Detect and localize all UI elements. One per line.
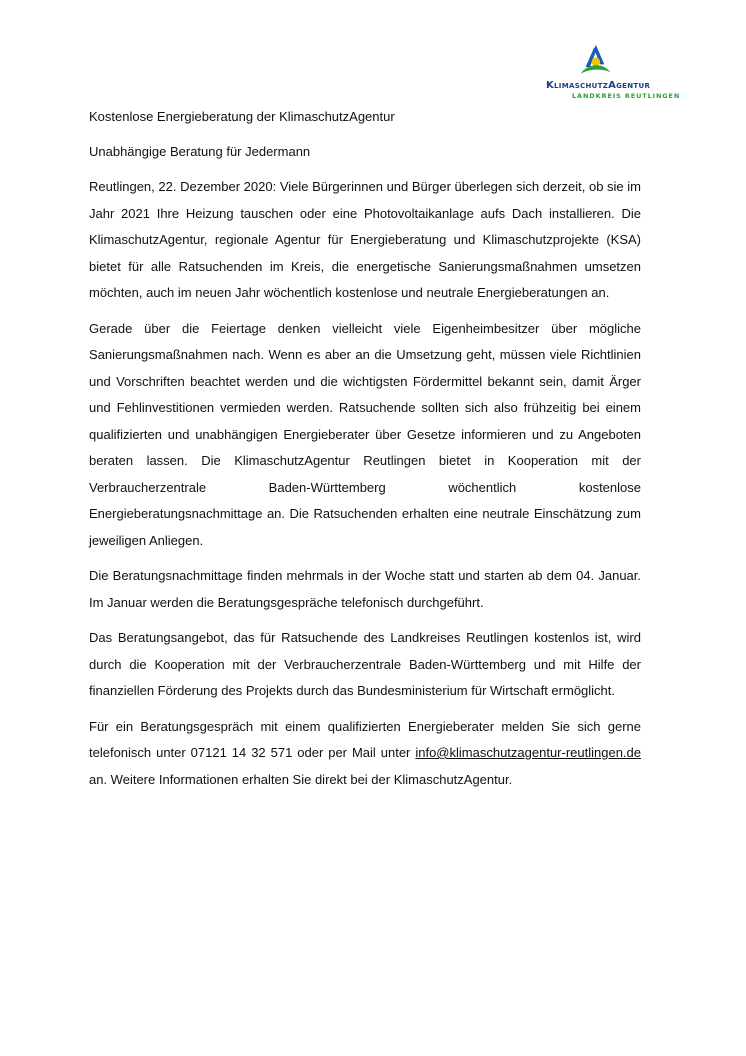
document-subtitle: Unabhängige Beratung für Jedermann bbox=[89, 143, 311, 159]
paragraph-holidays: Gerade über die Feiertage denken vielleicht viele Eigenheimbesitzer über mögliche Sanierungsmaßnahmen nach. Wenn es aber an die Umsetzung geht, müssen viele Richtlinien und Vorschriften beachtet werden und die wichtigsten Fördermittel bekannt sein, damit Ärger und Fehlinvestitionen vermieden werden. Ratsuchende sollten sich also frühzeitig bei einem qualifizierten und unabhängigen Energieberater über Gesetze informieren und zu Angeboten beraten lassen. Die KlimaschutzAgentur Reutlingen bietet in Kooperation mit der Verbraucherzentrale Baden-Württemberg wöchentlich kostenlose Energieberatungsnachmittage an. Die Ratsuchenden erhalten eine neutrale Einschätzung zum jeweiligen Anliegen. bbox=[89, 320, 641, 548]
paragraph-schedule: Die Beratungsnachmittage finden mehrmals in der Woche statt und starten ab dem 04. Januar. Im Januar werden die Beratungsgespräche telefonisch durchgeführt. bbox=[89, 568, 641, 610]
logo-mark-icon bbox=[578, 44, 612, 78]
press-release-body bbox=[89, 104, 641, 802]
email-link[interactable]: info@klimaschutzagentur-reutlingen.de bbox=[415, 745, 641, 760]
klimaschutzagentur-logo bbox=[532, 44, 681, 102]
paragraph-contact bbox=[89, 714, 641, 794]
logo-subtitle: LANDKREIS REUTLINGEN bbox=[572, 92, 681, 100]
contact-text-before: Für ein Beratungsgespräch mit einem qualifizierten Energieberater melden Sie sich gerne telefonisch unter 07121 14 32 571 oder per Mail unter bbox=[89, 718, 641, 760]
logo-title: KlimaschutzAgentur bbox=[546, 80, 651, 91]
document-title: Kostenlose Energieberatung der KlimaschutzAgentur bbox=[89, 109, 395, 124]
paragraph-intro: Reutlingen, 22. Dezember 2020: Viele Bürgerinnen und Bürger überlegen sich derzeit, ob sie im Jahr 2021 Ihre Heizung tauschen oder eine Photovoltaikanlage aufs Dach installieren. Die KlimaschutzAgentur, regionale Agentur für Energieberatung und Klimaschutzprojekte (KSA) bietet für alle Ratsuchenden im Kreis, die energetische Sanierungsmaßnahmen umsetzen möchten, auch im neuen Jahr wöchentlich kostenlose und neutrale Energieberatungen an. bbox=[89, 179, 641, 300]
paragraph-funding: Das Beratungsangebot, das für Ratsuchende des Landkreises Reutlingen kostenlos ist, wird durch die Kooperation mit der Verbraucherzentrale Baden-Württemberg und mit Hilfe der finanziellen Förderung des Projekts durch das Bundesministerium für Wirtschaft ermöglicht. bbox=[89, 630, 641, 698]
contact-text-after: an. Weitere Informationen erhalten Sie direkt bei der KlimaschutzAgentur. bbox=[89, 771, 513, 787]
